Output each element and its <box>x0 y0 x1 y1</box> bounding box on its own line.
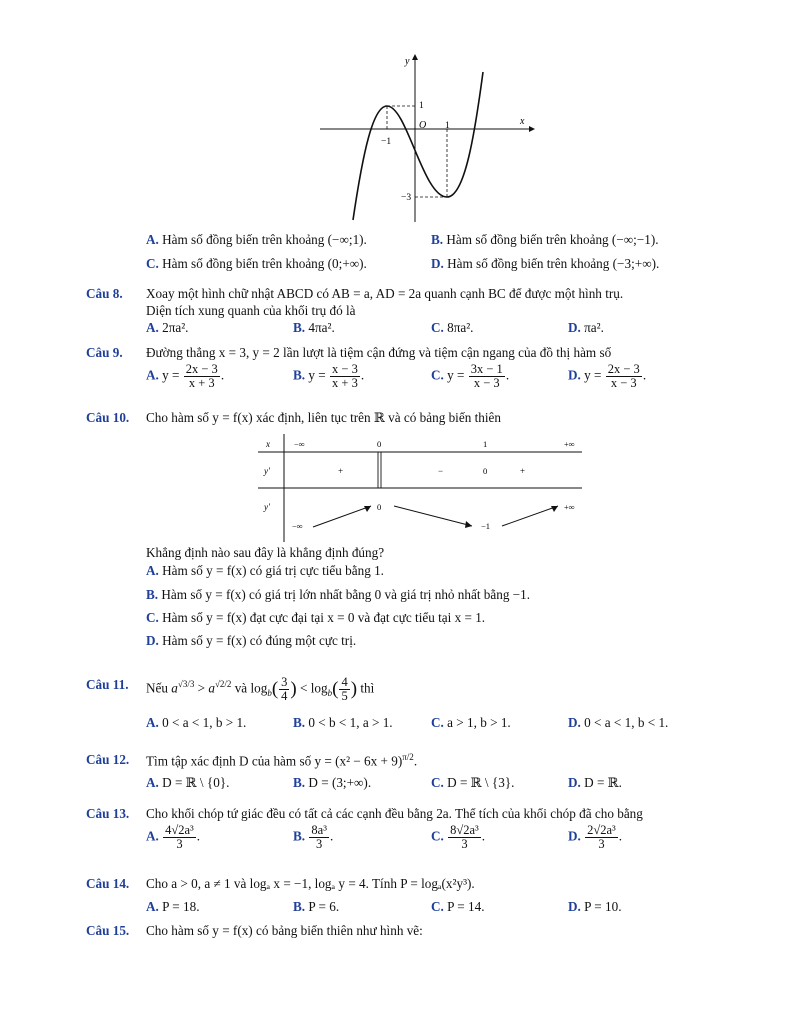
cubic-graph <box>315 52 535 224</box>
numerator: 4√2a³ <box>165 823 194 837</box>
option-label: C. <box>431 367 444 383</box>
period: . <box>196 828 201 844</box>
paren: ( <box>332 678 339 700</box>
prefix: Nếu <box>146 680 168 696</box>
option-text: D = ℝ \ {3}. <box>447 775 515 790</box>
option-label: D. <box>568 715 581 730</box>
numerator: 3 <box>281 674 288 689</box>
q12-option-b[interactable] <box>293 775 371 791</box>
paren: ) <box>350 678 358 700</box>
q8-option-a[interactable] <box>146 320 188 336</box>
option-label: B. <box>293 828 306 844</box>
option-text: 0 < a < 1, b > 1. <box>162 715 247 730</box>
q10-option-d[interactable] <box>146 633 356 649</box>
tick-y-top: 1 <box>419 101 424 111</box>
q9-option-d[interactable] <box>568 363 646 390</box>
arrow-up-2 <box>502 506 558 526</box>
option-text: Hàm số đồng biến trên khoảng (0;+∞). <box>162 256 367 271</box>
tick-x-left: −1 <box>381 137 392 147</box>
option-text: 8πa². <box>447 320 474 335</box>
question-number-9: Câu 9. <box>86 345 123 360</box>
q14-option-c[interactable] <box>431 899 485 915</box>
fraction <box>339 676 349 703</box>
q10-question: Khẳng định nào sau đây là khẳng định đúng? <box>146 545 385 560</box>
period: . <box>481 828 486 844</box>
q11-option-c[interactable] <box>431 715 511 731</box>
sub-b: b <box>267 688 272 699</box>
sign-plus-1: + <box>338 466 344 476</box>
x-val-1: 1 <box>483 439 488 449</box>
y-axis-arrow <box>412 54 418 60</box>
denominator: 3 <box>461 837 468 852</box>
fraction <box>309 824 329 851</box>
paren: ) <box>290 678 297 700</box>
option-label: B. <box>293 320 306 335</box>
q8-option-b[interactable] <box>293 320 335 336</box>
option-text: P = 6. <box>308 899 340 914</box>
q8-stem-line2: Diện tích xung quanh của khối trụ đó là <box>146 303 356 318</box>
option-label: A. <box>146 715 159 730</box>
y-equals: y = <box>447 367 465 383</box>
denominator: x − 3 <box>473 376 500 391</box>
y-axis-label: y <box>405 56 410 67</box>
row-label-y: y' <box>264 502 270 512</box>
option-label: B. <box>431 232 444 247</box>
option-text: P = 10. <box>584 899 622 914</box>
sign-plus-2: + <box>520 466 526 476</box>
option-text: 2πa². <box>162 320 189 335</box>
stem-text: Tìm tập xác định D của hàm số y = (x² − 6x + 9) <box>146 753 403 769</box>
period: . <box>220 367 225 383</box>
x-val-pos-inf: +∞ <box>564 439 575 449</box>
period: . <box>360 367 365 383</box>
denominator: 4 <box>281 688 288 703</box>
q12-stem <box>146 752 417 769</box>
question-number-11: Câu 11. <box>86 677 129 692</box>
y-val-neg-inf: −∞ <box>292 521 303 531</box>
y-val-0: 0 <box>377 502 382 512</box>
option-text: D = ℝ. <box>584 775 622 790</box>
option-label: B. <box>293 899 306 914</box>
fraction <box>184 363 220 390</box>
paren: ( <box>271 678 279 700</box>
option-text: Hàm số y = f(x) đạt cực đại tại x = 0 và đạt cực tiểu tại x = 1. <box>162 610 486 625</box>
period: . <box>329 828 334 844</box>
option-text: 0 < a < 1, b < 1. <box>584 715 669 730</box>
option-label: A. <box>146 563 159 578</box>
option-text: Hàm số y = f(x) có giá trị lớn nhất bằng 0 và giá trị nhỏ nhất bằng −1. <box>161 587 531 602</box>
period: . <box>413 753 418 769</box>
option-label: C. <box>431 715 444 730</box>
q9-option-b[interactable] <box>293 363 364 390</box>
numerator: 2√2a³ <box>587 823 616 837</box>
q10-option-c[interactable] <box>146 610 485 626</box>
question-number-15: Câu 15. <box>86 923 130 938</box>
option-label: D. <box>568 775 581 790</box>
q12-option-a[interactable] <box>146 775 229 791</box>
exponent-1: √3/3 <box>177 679 195 689</box>
q9-option-a[interactable] <box>146 363 224 390</box>
option-text: D = (3;+∞). <box>308 775 372 790</box>
period: . <box>618 828 623 844</box>
sign-minus: − <box>438 466 444 476</box>
option-text: Hàm số y = f(x) có giá trị cực tiểu bằng 1. <box>162 563 384 578</box>
fraction <box>163 824 196 851</box>
option-label: D. <box>146 633 159 648</box>
y-equals: y = <box>308 367 326 383</box>
q8-option-d[interactable] <box>568 320 604 336</box>
numerator: 2x − 3 <box>607 362 640 376</box>
numerator: 8√2a³ <box>450 823 479 837</box>
option-label: A. <box>146 320 159 335</box>
numerator: x − 3 <box>332 362 358 376</box>
y-equals: y = <box>584 367 602 383</box>
x-axis-arrow <box>529 126 535 132</box>
q10-option-b[interactable] <box>146 587 530 603</box>
q13-option-d[interactable] <box>568 824 622 851</box>
option-text: πa². <box>584 320 604 335</box>
q11-option-b[interactable] <box>293 715 393 731</box>
q13-stem: Cho khối chóp tứ giác đều có tất cả các cạnh đều bằng 2a. Thể tích của khối chóp đã cho bằng <box>146 806 643 821</box>
option-text: D = ℝ \ {0}. <box>162 775 230 790</box>
denominator: x − 3 <box>610 376 637 391</box>
origin-label: O <box>419 120 427 131</box>
option-label: A. <box>146 775 159 790</box>
q14-option-d[interactable] <box>568 899 622 915</box>
fraction <box>606 363 642 390</box>
y-val-pos-inf: +∞ <box>564 502 575 512</box>
option-label: B. <box>293 715 306 730</box>
option-text: Hàm số y = f(x) có đúng một cực trị. <box>162 633 357 648</box>
q8-stem-line1: Xoay một hình chữ nhật ABCD có AB = a, AD = 2a quanh cạnh BC để được một hình trụ. <box>146 286 624 301</box>
denominator: 5 <box>341 688 348 703</box>
question-number-13: Câu 13. <box>86 806 130 821</box>
q13-option-a[interactable] <box>146 824 200 851</box>
q12-option-d[interactable] <box>568 775 622 791</box>
option-label: D. <box>568 320 581 335</box>
q9-stem: Đường thẳng x = 3, y = 2 lần lượt là tiệm cận đứng và tiệm cận ngang của đồ thị hàm số <box>146 345 612 360</box>
q10-stem: Cho hàm số y = f(x) xác định, liên tục trên ℝ và có bảng biến thiên <box>146 410 501 425</box>
q14-stem: Cho a > 0, a ≠ 1 và logₐ x = −1, logₐ y = 4. Tính P = logₐ(x²y³). <box>146 876 475 891</box>
base-a: a <box>171 680 178 696</box>
greater-than: > <box>197 680 206 696</box>
q10-option-a[interactable] <box>146 563 384 579</box>
option-text: P = 18. <box>162 899 200 914</box>
option-text: P = 14. <box>447 899 485 914</box>
tick-y-bottom: −3 <box>401 193 412 203</box>
less-than: < <box>300 680 308 696</box>
q13-option-b[interactable] <box>293 824 333 851</box>
denominator: x + 3 <box>332 376 358 391</box>
option-label: C. <box>146 610 159 625</box>
fraction <box>448 824 481 851</box>
log: log <box>310 680 328 696</box>
option-label: D. <box>431 256 444 271</box>
q14-option-b[interactable] <box>293 899 339 915</box>
cubic-curve <box>353 72 483 220</box>
fraction <box>279 676 289 703</box>
denominator: x + 3 <box>188 376 215 391</box>
option-text: Hàm số đồng biến trên khoảng (−3;+∞). <box>447 256 660 271</box>
numerator: 4 <box>341 674 348 689</box>
question-number-10: Câu 10. <box>86 410 130 425</box>
variation-table <box>258 434 582 542</box>
question-number-8: Câu 8. <box>86 286 123 301</box>
option-text: 4πa². <box>308 320 335 335</box>
option-text: Hàm số đồng biến trên khoảng (−∞;−1). <box>446 232 659 247</box>
option-label: B. <box>146 587 159 602</box>
option-text: 0 < b < 1, a > 1. <box>308 715 393 730</box>
option-label: C. <box>431 899 444 914</box>
fraction <box>330 363 360 390</box>
q11-stem <box>146 664 374 713</box>
q11-option-d[interactable] <box>568 715 668 731</box>
option-label: D. <box>568 899 581 914</box>
q9-option-c[interactable] <box>431 363 509 390</box>
arrow-up-1 <box>313 506 371 527</box>
denominator: 3 <box>316 837 323 852</box>
sign-zero: 0 <box>483 466 488 476</box>
q14-option-a[interactable] <box>146 899 200 915</box>
sub-b: b <box>327 688 333 699</box>
option-text: a > 1, b > 1. <box>447 715 511 730</box>
q12-option-c[interactable] <box>431 775 514 791</box>
q11-option-a[interactable] <box>146 715 246 731</box>
q15-stem: Cho hàm số y = f(x) có bảng biến thiên như hình vẽ: <box>146 923 423 938</box>
row-label-x: x <box>266 439 270 449</box>
period: . <box>505 367 510 383</box>
option-label: A. <box>146 899 159 914</box>
option-text: Hàm số đồng biến trên khoảng (−∞;1). <box>162 232 367 247</box>
log: log <box>250 680 268 696</box>
numerator: 3x − 1 <box>470 362 503 376</box>
option-label: B. <box>293 367 306 383</box>
q8-option-c[interactable] <box>431 320 473 336</box>
denominator: 3 <box>598 837 605 852</box>
numerator: 2x − 3 <box>185 362 218 376</box>
q7-option-b[interactable] <box>431 232 659 248</box>
option-label: C. <box>431 775 444 790</box>
x-val-neg-inf: −∞ <box>294 439 305 449</box>
then: thì <box>360 680 375 696</box>
x-axis-label: x <box>520 116 525 127</box>
option-label: C. <box>431 828 444 844</box>
and: và <box>234 680 248 696</box>
question-number-14: Câu 14. <box>86 876 130 891</box>
exponent: π/2 <box>402 752 414 762</box>
option-label: D. <box>568 367 581 383</box>
denominator: 3 <box>176 837 183 852</box>
y-equals: y = <box>162 367 180 383</box>
row-label-yprime: y' <box>264 466 270 476</box>
period: . <box>642 367 647 383</box>
fraction <box>469 363 505 390</box>
option-label: A. <box>146 828 159 844</box>
question-number-12: Câu 12. <box>86 752 130 767</box>
q13-option-c[interactable] <box>431 824 485 851</box>
arrow-down <box>394 506 472 528</box>
q7-option-c[interactable] <box>146 256 367 272</box>
option-label: A. <box>146 367 159 383</box>
y-val-neg-1: −1 <box>481 521 491 531</box>
q7-option-a[interactable] <box>146 232 367 248</box>
fraction <box>585 824 618 851</box>
tick-x-right: 1 <box>445 121 450 131</box>
option-label: C. <box>146 256 159 271</box>
option-label: C. <box>431 320 444 335</box>
exponent-2: √2/2 <box>214 679 232 689</box>
numerator: 8a³ <box>311 823 327 837</box>
x-val-0: 0 <box>377 439 382 449</box>
option-label: A. <box>146 232 159 247</box>
option-label: D. <box>568 828 581 844</box>
base-a: a <box>208 680 215 696</box>
option-label: B. <box>293 775 306 790</box>
q7-option-d[interactable] <box>431 256 659 272</box>
